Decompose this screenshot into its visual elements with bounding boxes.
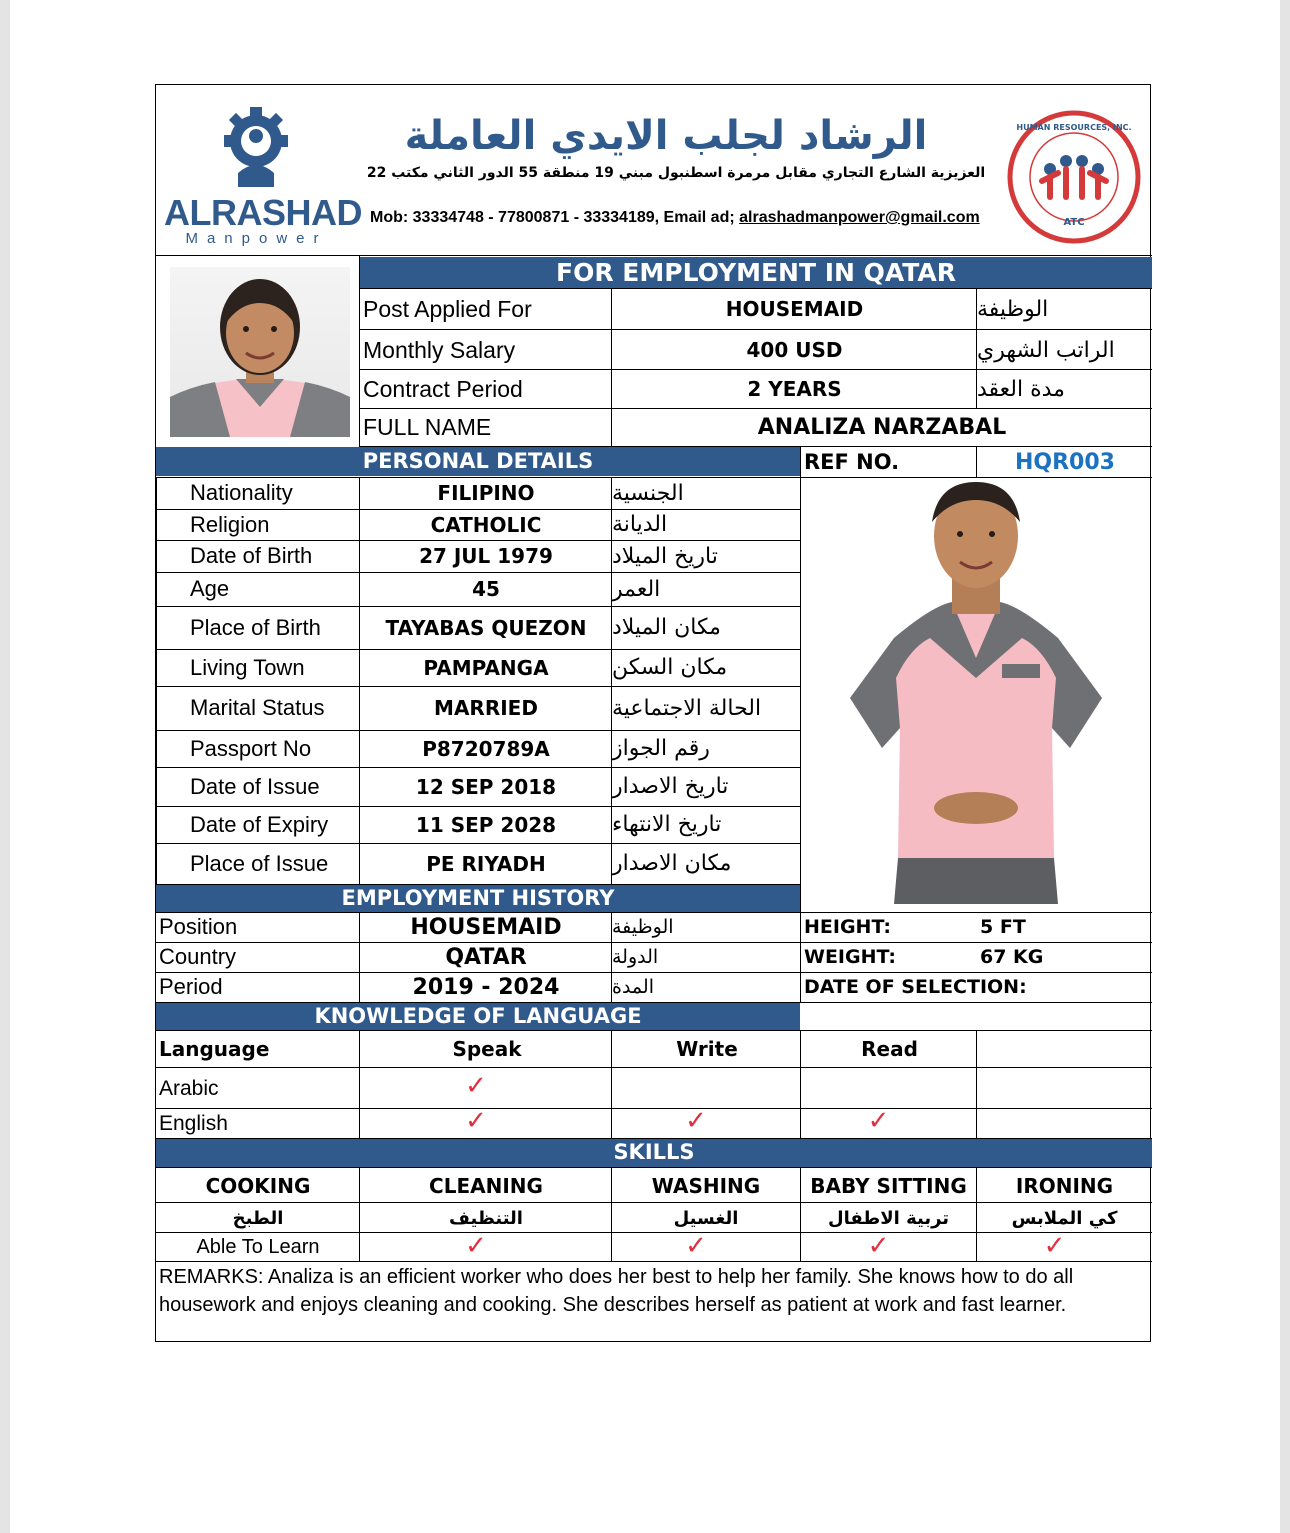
title-band: FOR EMPLOYMENT IN QATAR bbox=[360, 257, 1152, 288]
personal-value: PE RIYADH bbox=[426, 851, 546, 876]
grid-line bbox=[359, 1167, 360, 1261]
skill-name-ar: الطبخ bbox=[232, 1207, 284, 1229]
grid-line bbox=[156, 477, 800, 478]
grid-line bbox=[800, 477, 1152, 478]
skill-name: CLEANING bbox=[429, 1173, 543, 1198]
physical-label: HEIGHT: bbox=[804, 916, 891, 938]
contact-email-link[interactable]: alrashadmanpower@gmail.com bbox=[739, 209, 980, 226]
personal-value: MARRIED bbox=[434, 696, 538, 720]
skill-check: ✓ bbox=[1043, 1231, 1066, 1261]
skill-name-ar: الغسيل bbox=[673, 1207, 739, 1229]
personal-ar: مكان الميلاد bbox=[612, 615, 721, 640]
grid-line bbox=[156, 1202, 1152, 1203]
grid-line bbox=[156, 843, 800, 844]
salary-ar: الراتب الشهري bbox=[977, 337, 1115, 363]
personal-label: Place of Issue bbox=[190, 850, 329, 876]
grid-line bbox=[156, 509, 800, 510]
personal-ar: تاريخ الانتهاء bbox=[612, 812, 722, 837]
personal-label: Date of Expiry bbox=[190, 811, 329, 837]
personal-value: 12 SEP 2018 bbox=[415, 774, 557, 799]
seal-letters: ATC bbox=[1063, 217, 1085, 228]
personal-ar: العمر bbox=[612, 576, 661, 602]
grid-line bbox=[156, 1138, 1152, 1139]
employment-label: Position bbox=[159, 914, 238, 939]
personal-value: FILIPINO bbox=[437, 481, 535, 505]
full-name-value: ANALIZA NARZABAL bbox=[757, 415, 1007, 440]
physical-label: WEIGHT: bbox=[804, 946, 897, 968]
grid-line bbox=[800, 446, 801, 1002]
grid-line bbox=[359, 408, 1152, 409]
candidate-photo-small bbox=[170, 267, 350, 437]
post-applied-ar: الوظيفة bbox=[977, 296, 1049, 322]
grid-line bbox=[800, 1030, 801, 1138]
personal-value: 27 JUL 1979 bbox=[419, 544, 553, 568]
company-logo bbox=[164, 103, 362, 247]
contract-label: Contract Period bbox=[363, 375, 523, 402]
language-band: KNOWLEDGE OF LANGUAGE bbox=[156, 1002, 800, 1030]
personal-ar: تاريخ الميلاد bbox=[612, 543, 718, 569]
grid-line bbox=[156, 972, 1152, 973]
personal-ar: الديانة bbox=[612, 512, 668, 537]
personal-value: PAMPANGA bbox=[423, 655, 549, 680]
skill-check: ✓ bbox=[465, 1231, 487, 1261]
skill-name: BABY SITTING bbox=[810, 1173, 967, 1198]
physical-value: 5 FT bbox=[980, 916, 1026, 938]
employment-value: HOUSEMAID bbox=[410, 914, 562, 940]
grid-line bbox=[156, 606, 800, 607]
company-seal bbox=[1006, 109, 1142, 245]
personal-label: Date of Issue bbox=[190, 773, 320, 799]
employment-ar: الدولة bbox=[612, 946, 659, 968]
language-speak-check: ✓ bbox=[465, 1070, 487, 1101]
grid-line bbox=[359, 477, 360, 884]
grid-line bbox=[156, 1067, 1152, 1068]
grid-line bbox=[156, 255, 1152, 256]
personal-value: 11 SEP 2028 bbox=[415, 812, 557, 837]
logo-name: ALRASHAD bbox=[164, 192, 362, 233]
employment-value: 2019 - 2024 bbox=[412, 974, 560, 1000]
grid-line bbox=[156, 1108, 1152, 1109]
personal-ar: الجنسية bbox=[612, 480, 684, 506]
grid-line bbox=[359, 446, 1152, 447]
grid-line bbox=[156, 1261, 1152, 1262]
grid-line bbox=[611, 1030, 612, 1138]
seal-text: HUMAN RESOURCES, INC. bbox=[1016, 123, 1132, 132]
personal-value: P8720789A bbox=[422, 736, 550, 761]
skill-check: ✓ bbox=[867, 1231, 890, 1261]
company-address-ar: العزيزية الشارع التجاري مقابل مرمرة اسطنبول مبني 19 منطقة 55 الدور الثاني مكتب 22 bbox=[366, 165, 986, 181]
contract-ar: مدة العقد bbox=[977, 376, 1065, 402]
personal-details-band: PERSONAL DETAILS bbox=[156, 447, 800, 476]
company-name-ar: الرشاد لجلب الايدي العاملة bbox=[404, 113, 928, 159]
skill-name-ar: التنظيف bbox=[449, 1207, 523, 1229]
physical-value: 67 KG bbox=[980, 946, 1044, 968]
personal-label: Age bbox=[190, 576, 230, 601]
company-contact bbox=[370, 209, 990, 233]
grid-line bbox=[156, 477, 157, 884]
personal-label: Place of Birth bbox=[190, 614, 321, 640]
grid-line bbox=[359, 329, 1152, 330]
language-read-check: ✓ bbox=[867, 1106, 890, 1135]
grid-line bbox=[611, 288, 612, 446]
able-to-learn-label: Able To Learn bbox=[196, 1235, 320, 1258]
language-speak-check: ✓ bbox=[465, 1106, 487, 1135]
grid-line bbox=[156, 884, 800, 885]
employment-value: QATAR bbox=[445, 944, 527, 970]
language-name: English bbox=[159, 1111, 228, 1135]
employment-label: Period bbox=[159, 974, 223, 999]
personal-ar: مكان السكن bbox=[612, 655, 728, 680]
personal-label: Marital Status bbox=[190, 695, 325, 720]
physical-label: DATE OF SELECTION: bbox=[804, 976, 1027, 998]
employment-ar: الوظيفة bbox=[612, 916, 674, 938]
language-header: Write bbox=[676, 1037, 738, 1061]
skill-check: ✓ bbox=[685, 1231, 707, 1261]
grid-line bbox=[156, 730, 800, 731]
logo-sub: Manpower bbox=[185, 230, 328, 247]
grid-line bbox=[156, 686, 800, 687]
personal-label: Religion bbox=[190, 511, 270, 537]
contract-value: 2 YEARS bbox=[747, 377, 842, 401]
language-header: Language bbox=[159, 1037, 270, 1061]
skill-name-ar: كي الملابس bbox=[1011, 1207, 1118, 1229]
grid-line bbox=[359, 912, 360, 1002]
page bbox=[10, 0, 1280, 1533]
employment-ar: المدة bbox=[612, 976, 654, 998]
grid-line bbox=[156, 572, 800, 573]
grid-line bbox=[156, 1167, 1152, 1168]
personal-value: CATHOLIC bbox=[430, 512, 542, 537]
salary-label: Monthly Salary bbox=[363, 336, 516, 363]
skill-name: IRONING bbox=[1015, 1173, 1114, 1198]
personal-label: Date of Birth bbox=[190, 543, 313, 568]
grid-line bbox=[156, 1002, 1152, 1003]
language-write-check: ✓ bbox=[685, 1106, 707, 1135]
contact-phones: Mob: 33334748 - 77800871 - 33334189, Email ad; bbox=[370, 209, 740, 226]
grid-line bbox=[800, 912, 1152, 913]
grid-line bbox=[611, 912, 612, 1002]
ref-value: HQR003 bbox=[1015, 449, 1115, 475]
grid-line bbox=[611, 477, 612, 884]
grid-line bbox=[976, 288, 977, 408]
grid-line bbox=[156, 649, 800, 650]
ref-label: REF NO. bbox=[804, 450, 900, 474]
personal-label: Nationality bbox=[190, 480, 293, 505]
skill-name: WASHING bbox=[651, 1173, 761, 1198]
personal-value: 45 bbox=[472, 577, 500, 601]
post-applied-value: HOUSEMAID bbox=[725, 297, 864, 321]
post-applied-label: Post Applied For bbox=[363, 295, 532, 322]
caregiver-gear-icon bbox=[164, 103, 349, 191]
language-name: Arabic bbox=[159, 1076, 219, 1100]
grid-line bbox=[800, 1167, 801, 1261]
grid-line bbox=[156, 1232, 1152, 1233]
personal-value: TAYABAS QUEZON bbox=[385, 615, 587, 640]
employment-label: Country bbox=[159, 944, 237, 969]
grid-line bbox=[976, 446, 977, 477]
skill-name-ar: تربية الاطفال bbox=[827, 1207, 950, 1229]
grid-line bbox=[976, 1030, 977, 1138]
grid-line bbox=[156, 806, 800, 807]
cv-sheet bbox=[155, 84, 1151, 1342]
personal-label: Passport No bbox=[190, 735, 312, 761]
employment-history-band: EMPLOYMENT HISTORY bbox=[156, 884, 800, 912]
personal-label: Living Town bbox=[190, 654, 305, 680]
language-header: Speak bbox=[452, 1037, 522, 1061]
salary-value: 400 USD bbox=[746, 338, 843, 362]
grid-line bbox=[156, 767, 800, 768]
full-name-label: FULL NAME bbox=[363, 414, 492, 440]
grid-line bbox=[156, 942, 1152, 943]
personal-ar: الحالة الاجتماعية bbox=[612, 695, 762, 721]
personal-ar: رقم الجواز bbox=[612, 736, 710, 761]
grid-line bbox=[359, 369, 1152, 370]
skills-band: SKILLS bbox=[156, 1138, 1152, 1167]
candidate-photo-full bbox=[802, 478, 1150, 904]
remarks-text: REMARKS: Analiza is an efficient worker who does her best to help her family. She knows how to do all housework and enjoys cleaning and cooking. She describes herself as patient at work and fast learner. bbox=[159, 1266, 1074, 1316]
skill-name: COOKING bbox=[205, 1173, 311, 1198]
grid-line bbox=[359, 288, 1152, 289]
grid-line bbox=[359, 255, 360, 447]
grid-line bbox=[976, 1167, 977, 1261]
grid-line bbox=[156, 1030, 1152, 1031]
grid-line bbox=[611, 1167, 612, 1261]
language-header: Read bbox=[861, 1037, 918, 1061]
personal-ar: تاريخ الاصدار bbox=[612, 774, 729, 799]
grid-line bbox=[359, 1030, 360, 1138]
grid-line bbox=[156, 540, 800, 541]
personal-ar: مكان الاصدار bbox=[612, 851, 732, 876]
